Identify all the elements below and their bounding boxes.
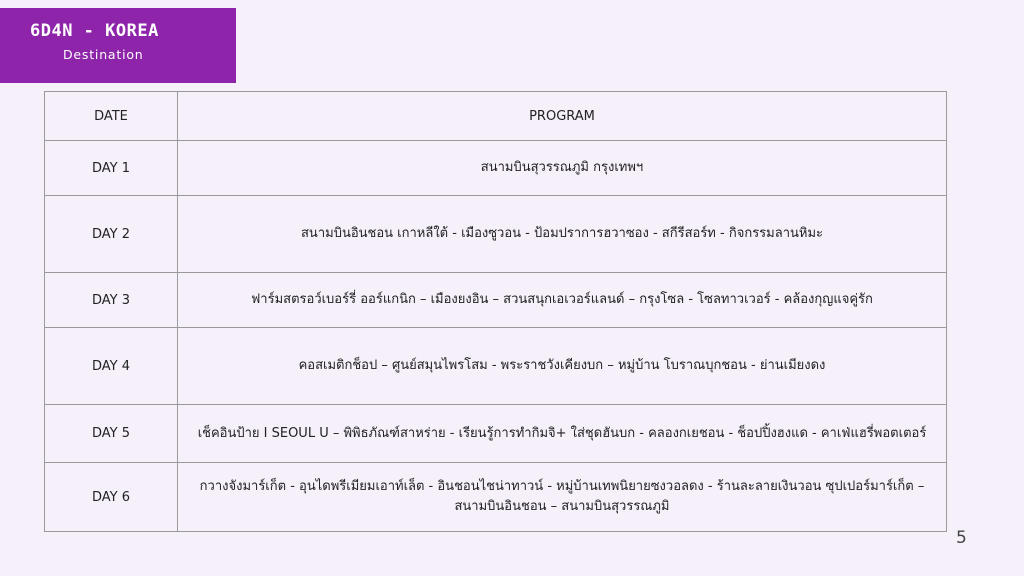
table-row <box>45 463 947 532</box>
program-cell: ฟาร์มสตรอว์เบอร์รี่ ออร์แกนิก – เมืองยงอิน – สวนสนุกเอเวอร์แลนด์ – กรุงโซล - โซลทาวเวอร์ - คล้องกุญแจคู่รัก <box>178 273 947 328</box>
day-cell: DAY 4 <box>45 328 178 405</box>
program-cell: สนามบินสุวรรณภูมิ กรุงเทพฯ <box>178 141 947 196</box>
day-cell: DAY 5 <box>45 405 178 463</box>
page-title: 6D4N - KOREA <box>30 21 159 41</box>
page-subtitle: Destination <box>63 47 144 62</box>
itinerary-table <box>44 91 947 532</box>
program-cell: คอสเมติกช็อป – ศูนย์สมุนไพรโสม - พระราชวังเคียงบก – หมู่บ้าน โบราณบุกชอน - ย่านเมียงดง <box>178 328 947 405</box>
program-cell: กวางจังมาร์เก็ต - อุนไดพรีเมียมเอาท์เล็ต - อินชอนไชน่าทาวน์ - หมู่บ้านเทพนิยายซงวอลดง - ร้านละลายเงินวอน ซุปเปอร์มาร์เก็ต – สนามบินอินชอน – สนามบินสุวรรณภูมิ <box>178 463 947 532</box>
program-cell: สนามบินอินชอน เกาหลีใต้ - เมืองซูวอน - ป้อมปราการฮวาซอง - สกีรีสอร์ท - กิจกรรมลานหิมะ <box>178 196 947 273</box>
table-row <box>45 196 947 273</box>
table-row <box>45 141 947 196</box>
program-cell: เช็คอินป้าย I SEOUL U – พิพิธภัณฑ์สาหร่าย - เรียนรู้การทำกิมจิ+ ใส่ชุดฮันบก - คลองกเยชอน - ช็อปปิ้งฮงแด - คาเฟ่แฮรี่พอตเตอร์ <box>178 405 947 463</box>
day-cell: DAY 3 <box>45 273 178 328</box>
table-header-row <box>45 92 947 141</box>
title-banner <box>0 8 236 83</box>
day-cell: DAY 6 <box>45 463 178 532</box>
table-row <box>45 328 947 405</box>
day-cell: DAY 2 <box>45 196 178 273</box>
column-header-program: PROGRAM <box>178 92 947 141</box>
column-header-date: DATE <box>45 92 178 141</box>
page-number: 5 <box>956 528 967 548</box>
day-cell: DAY 1 <box>45 141 178 196</box>
table-row <box>45 405 947 463</box>
table-row <box>45 273 947 328</box>
